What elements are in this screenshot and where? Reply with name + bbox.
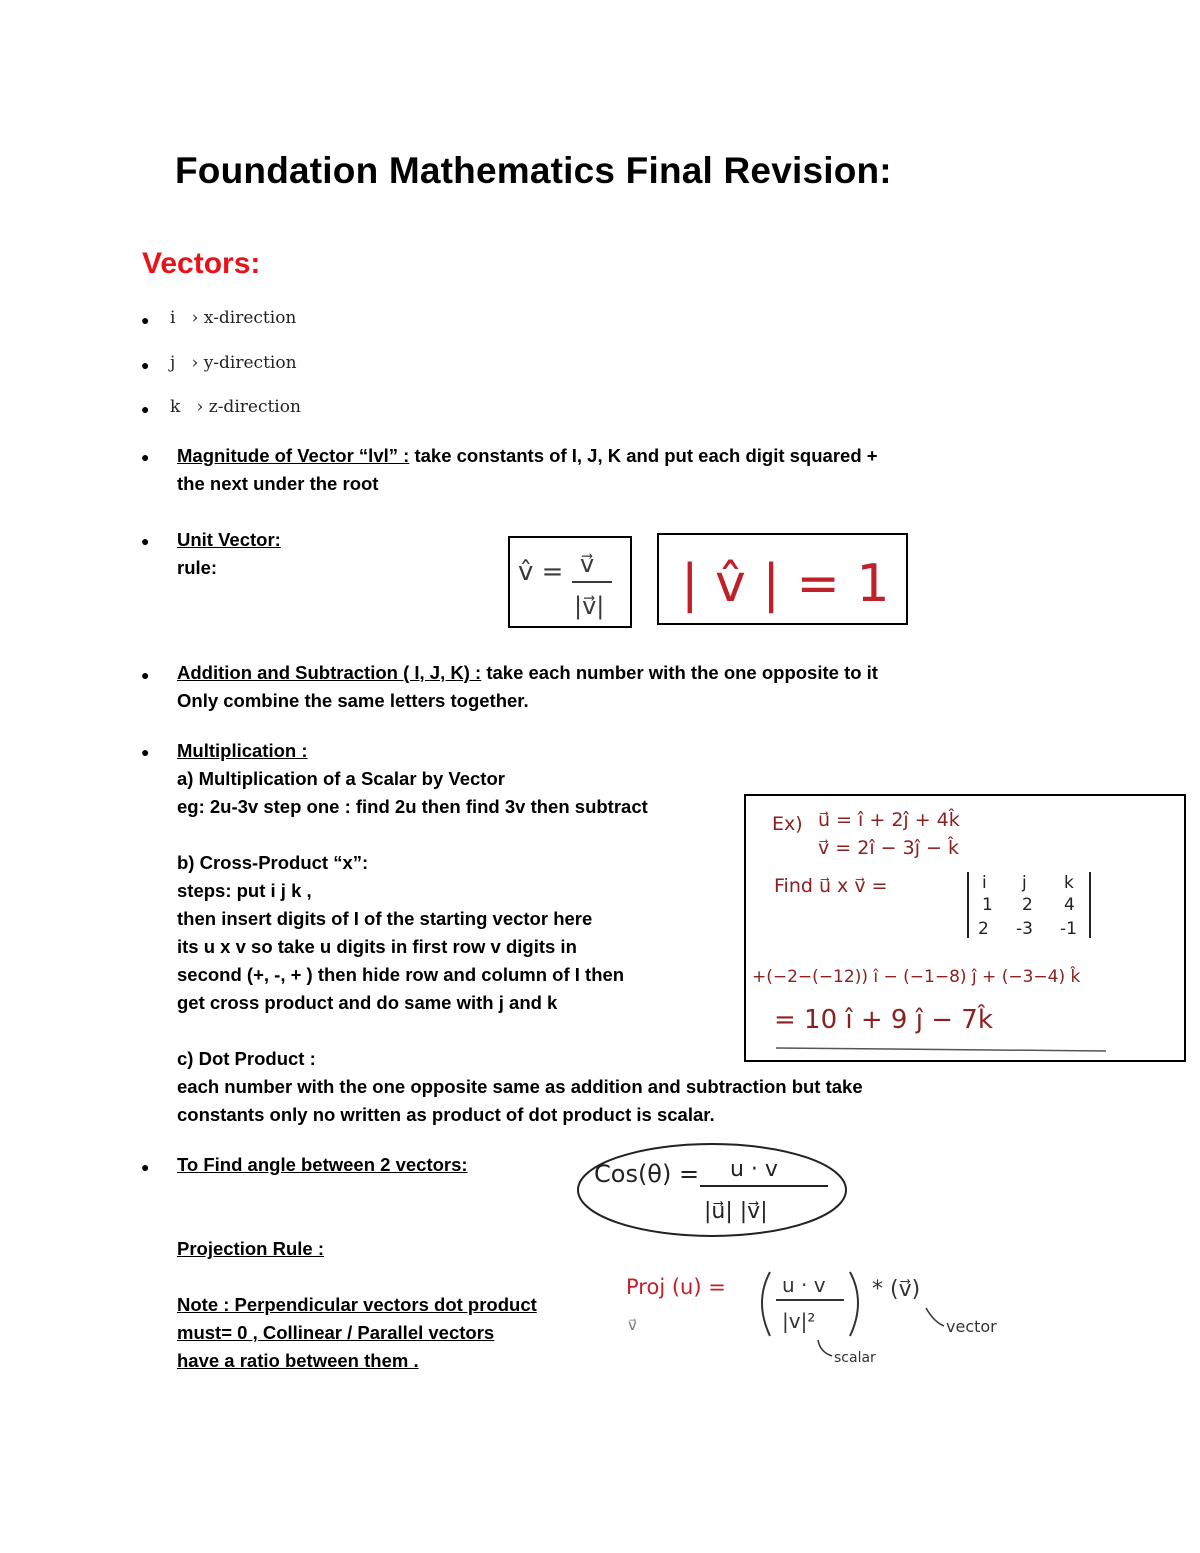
scalar-title: a) Multiplication of a Scalar by Vector — [177, 768, 505, 789]
det-cell: 2 — [978, 919, 989, 939]
scalar-example: eg: 2u-3v step one : find 2u then find 3v then subtract — [177, 796, 648, 817]
handwritten-unit-norm — [659, 535, 906, 623]
axis-item-i: i › x-direction — [170, 308, 297, 328]
cross-line4: second (+, -, + ) then hide row and column of I then — [177, 964, 625, 985]
cross-line5: get cross product and do same with j and k — [177, 992, 558, 1013]
bullet-icon: ● — [141, 357, 150, 373]
addition-text: take each number with the one opposite to it — [481, 662, 878, 683]
bullet-icon: ● — [141, 744, 150, 760]
cross-line3: its u x v so take u digits in first row v digits in — [177, 936, 577, 957]
formula-num: v⃗ — [580, 550, 595, 578]
det-cell: 4 — [1064, 895, 1075, 915]
formula-den: |v⃗| — [574, 592, 605, 620]
note-line3: have a ratio between them . — [177, 1350, 419, 1371]
bullet-icon: ● — [141, 533, 150, 549]
proj-text: Proj (u) = — [626, 1275, 726, 1299]
cross-line2: then insert digits of I of the starting vector here — [177, 908, 593, 929]
v-definition: v⃗ = 2î − 3ĵ − k̂ — [818, 837, 959, 859]
dot-title: c) Dot Product : — [177, 1048, 316, 1069]
cross-product-example-image — [744, 794, 1186, 1062]
projection-item — [177, 1235, 537, 1375]
page-title: Foundation Mathematics Final Revision: — [175, 150, 892, 191]
bullet-icon: ● — [141, 1159, 150, 1175]
unit-vector-norm-image — [657, 533, 908, 625]
paren-left — [762, 1272, 770, 1336]
norm-text: | v̂ | = 1 — [681, 554, 890, 614]
bullet-icon: ● — [141, 401, 150, 417]
cross-result: = 10 î + 9 ĵ − 7k̂ — [774, 1005, 993, 1035]
result-underline — [776, 1048, 1106, 1051]
dot-line2: constants only no written as product of dot product is scalar. — [177, 1104, 715, 1125]
scalar-arrow — [818, 1340, 832, 1356]
note-line2: must= 0 , Collinear / Parallel vectors — [177, 1322, 495, 1343]
addition-label: Addition and Subtraction ( I, J, K) : — [177, 662, 482, 683]
det-cell: k — [1064, 873, 1074, 893]
scalar-note: scalar — [834, 1350, 876, 1366]
unit-vector-rule: rule: — [177, 557, 218, 578]
angle-label: To Find angle between 2 vectors: — [177, 1154, 468, 1175]
handwritten-cross-product-example — [746, 796, 1184, 1060]
vector-arrow — [926, 1308, 944, 1326]
cross-expansion: +(−2−(−12)) î − (−1−8) ĵ + (−3−4) k̂ — [752, 967, 1081, 987]
det-cell: -1 — [1060, 919, 1077, 939]
det-cell: -3 — [1016, 919, 1033, 939]
magnitude-line2: the next under the root — [177, 473, 379, 494]
cos-text: Cos(θ) = — [594, 1160, 700, 1188]
angle-item — [177, 1151, 468, 1179]
addition-item — [177, 659, 878, 715]
vector-note: vector — [946, 1317, 997, 1336]
paren-right — [850, 1272, 858, 1336]
axis-item-j: j › y-direction — [170, 353, 297, 373]
formula-lhs: v̂ = — [518, 557, 564, 587]
handwritten-angle-formula — [572, 1138, 864, 1242]
bullet-icon: ● — [141, 667, 150, 683]
unit-vector-label: Unit Vector: — [177, 529, 281, 550]
unit-vector-formula-image — [508, 536, 632, 628]
cross-title: b) Cross-Product “x”: — [177, 852, 369, 873]
det-cell: 1 — [982, 895, 993, 915]
handwritten-unit-vector-formula — [510, 538, 630, 626]
magnitude-label: Magnitude of Vector “lvl” : — [177, 445, 410, 466]
addition-line2: Only combine the same letters together. — [177, 690, 529, 711]
proj-num: u · v — [782, 1273, 826, 1297]
projection-label: Projection Rule : — [177, 1238, 324, 1259]
section-heading-vectors: Vectors: — [142, 247, 261, 280]
magnitude-item — [177, 442, 878, 498]
proj-sub: v⃗ — [628, 1316, 637, 1334]
handwritten-projection-formula — [622, 1252, 1042, 1376]
proj-times: * (v⃗) — [872, 1277, 921, 1302]
axis-item-k: k › z-direction — [170, 397, 301, 417]
angle-num: u · v — [730, 1157, 778, 1182]
det-cell: 2 — [1022, 895, 1033, 915]
unit-vector-item — [177, 526, 281, 582]
magnitude-text: take constants of I, J, K and put each digit squared + — [409, 445, 878, 466]
note-line1: Note : Perpendicular vectors dot product — [177, 1294, 537, 1315]
dot-line1: each number with the one opposite same as addition and subtraction but take — [177, 1076, 863, 1097]
cross-line1: steps: put i j k , — [177, 880, 312, 901]
multiplication-label: Multiplication : — [177, 740, 308, 761]
det-cell: i — [982, 873, 987, 893]
find-cross-product: Find u⃗ x v⃗ = — [774, 875, 888, 897]
proj-den: |v|² — [782, 1309, 816, 1333]
example-label: Ex) — [772, 813, 803, 835]
angle-den: |u⃗| |v⃗| — [704, 1199, 768, 1224]
bullet-icon: ● — [141, 312, 150, 328]
det-cell: j — [1022, 873, 1027, 893]
bullet-icon: ● — [141, 449, 150, 465]
u-definition: u⃗ = î + 2ĵ + 4k̂ — [818, 809, 960, 831]
